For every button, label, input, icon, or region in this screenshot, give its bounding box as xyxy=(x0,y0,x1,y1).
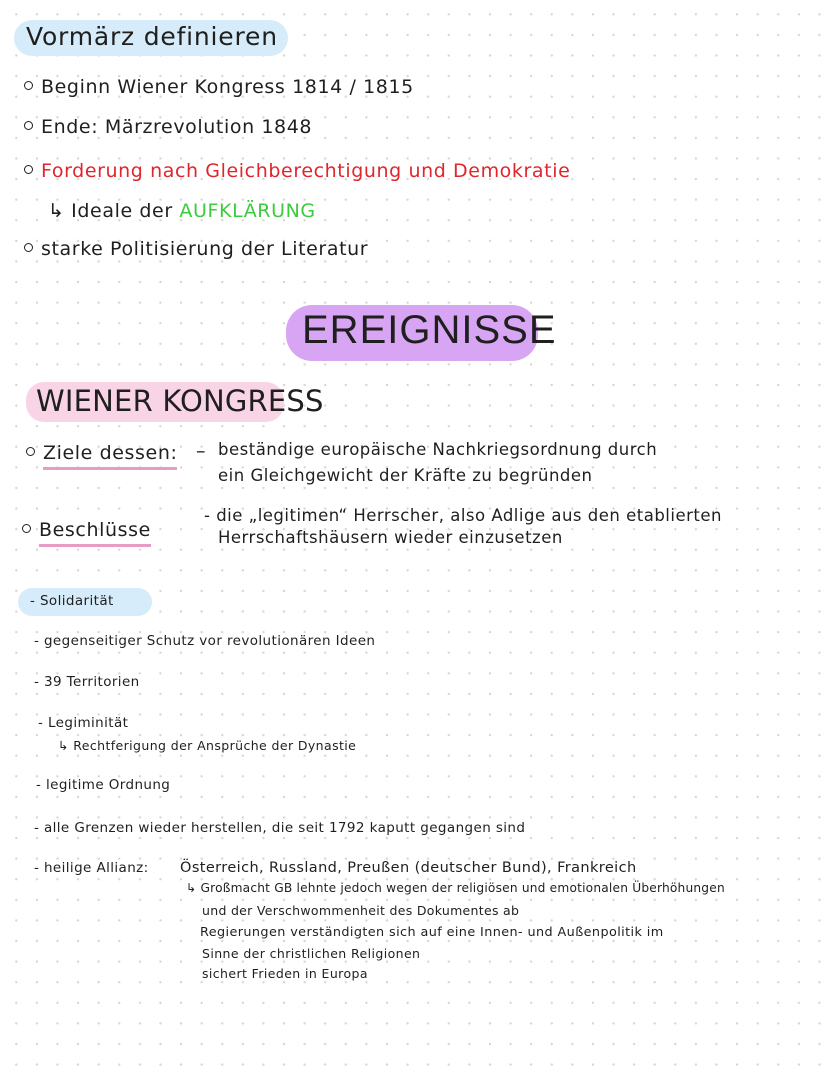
note-item-3-sub: ↳ Rechtferigung der Ansprüche der Dynastie xyxy=(58,738,357,753)
kongress-heading: WIENER KONGRESS xyxy=(36,384,324,418)
aufklaerung-highlight: AUFKLÄRUNG xyxy=(179,200,316,222)
note-item-1: - gegenseitiger Schutz vor revolutionären Ideen xyxy=(34,633,376,649)
note-item-6-text: Österreich, Russland, Preußen (deutscher Bund), Frankreich xyxy=(180,860,637,876)
ziele-text-2: ein Gleichgewicht der Kräfte zu begründen xyxy=(218,466,593,485)
arrow-icon: ↳ xyxy=(48,200,65,222)
note-item-6-sub-3: Regierungen verständigten sich auf eine Innen- und Außenpolitik im xyxy=(200,925,664,940)
note-item-6-sub-2: und der Verschwommenheit des Dokumentes ab xyxy=(202,903,520,918)
note-item-5: - alle Grenzen wieder herstellen, die seit 1792 kaputt gegangen sind xyxy=(34,820,526,836)
bullet-icon xyxy=(24,165,33,174)
bullet-icon xyxy=(24,243,33,252)
beschluesse-text-1: - die „legitimen“ Herrscher, also Adlige aus den etablierten xyxy=(204,506,722,525)
intro-item-1: Beginn Wiener Kongress 1814 / 1815 xyxy=(24,76,414,98)
ziele-label: Ziele dessen: xyxy=(26,442,177,464)
ziele-dash: – xyxy=(196,440,207,462)
note-item-2: - 39 Territorien xyxy=(34,674,140,690)
bullet-icon xyxy=(26,447,35,456)
intro-item-3: Forderung nach Gleichberechtigung und Demokratie xyxy=(24,160,570,182)
note-item-6-sub-4: Sinne der christlichen Religionen xyxy=(202,946,421,961)
intro-item-2: Ende: Märzrevolution 1848 xyxy=(24,116,312,138)
intro-subitem: ↳ Ideale der AUFKLÄRUNG xyxy=(48,200,316,222)
intro-item-4: starke Politisierung der Literatur xyxy=(24,238,368,260)
note-item-6-sub-1: ↳ Großmacht GB lehnte jedoch wegen der religiösen und emotionalen Überhöhungen xyxy=(186,881,725,895)
beschluesse-label: Beschlüsse xyxy=(22,519,151,541)
page-title: Vormärz definieren xyxy=(26,22,278,51)
note-item-4: - legitime Ordnung xyxy=(36,777,171,793)
ziele-text-1: beständige europäische Nachkriegsordnung durch xyxy=(218,440,658,459)
bullet-icon xyxy=(24,121,33,130)
note-item-6-sub-5: sichert Frieden in Europa xyxy=(202,966,368,981)
bullet-icon xyxy=(24,81,33,90)
beschluesse-text-2: Herrschaftshäusern wieder einzusetzen xyxy=(218,528,563,547)
note-item-6-label: - heilige Allianz: xyxy=(34,860,149,876)
events-heading: EREIGNISSE xyxy=(302,308,557,352)
note-item-3: - Legiminität xyxy=(38,715,129,731)
bullet-icon xyxy=(22,524,31,533)
solidaritaet-label: - Solidarität xyxy=(30,593,114,609)
